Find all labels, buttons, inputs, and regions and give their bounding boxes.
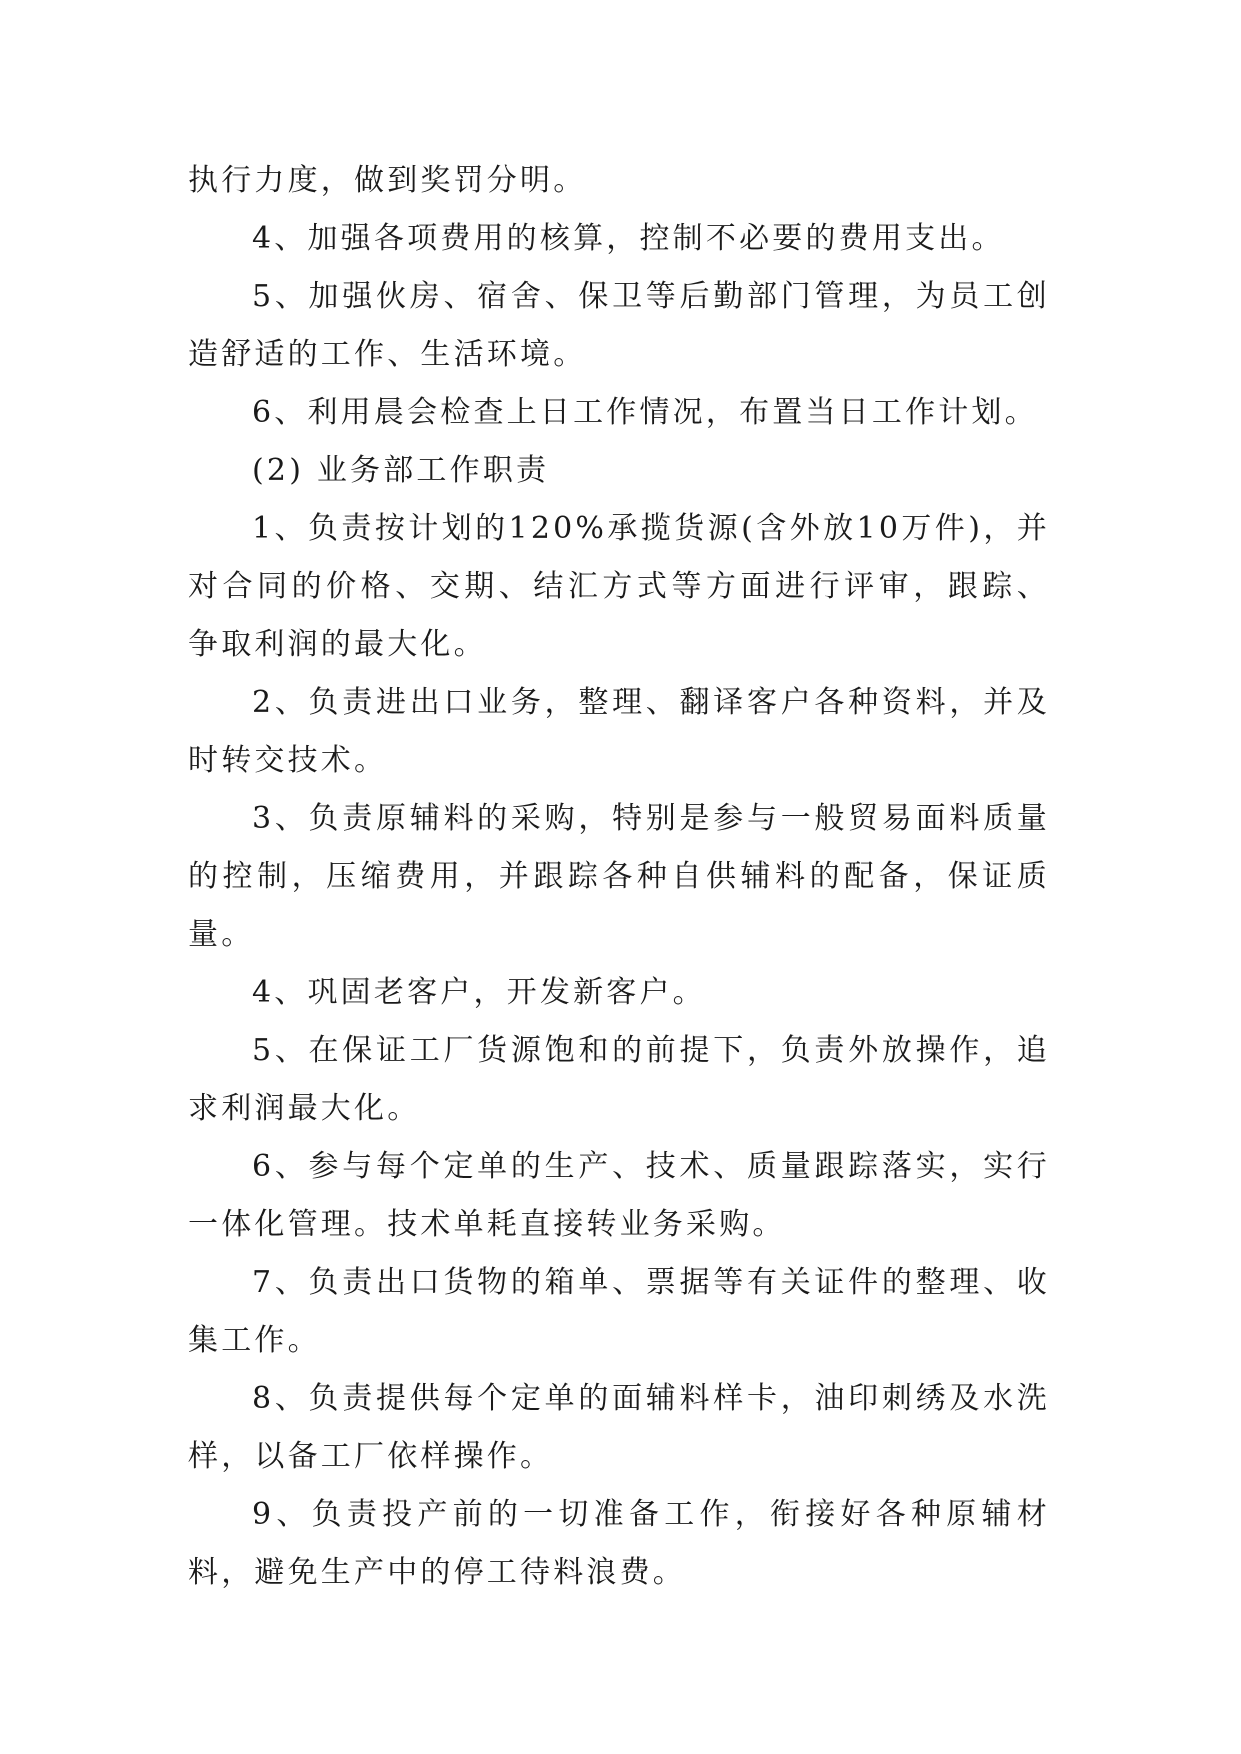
- paragraph: 6、利用晨会检查上日工作情况，布置当日工作计划。: [252, 395, 1038, 430]
- document-body: [188, 152, 1050, 1602]
- paragraph: 2、负责进出口业务，整理、翻译客户各种资料，并及时转交技术。: [188, 685, 1050, 778]
- paragraph: 3、负责原辅料的采购，特别是参与一般贸易面料质量的控制，压缩费用，并跟踪各种自供辅料的配备，保证质量。: [188, 801, 1050, 952]
- paragraph: 9、负责投产前的一切准备工作，衔接好各种原辅材料，避免生产中的停工待料浪费。: [188, 1497, 1050, 1590]
- paragraph: 4、加强各项费用的核算，控制不必要的费用支出。: [252, 221, 1005, 256]
- paragraph: 7、负责出口货物的箱单、票据等有关证件的整理、收集工作。: [188, 1265, 1050, 1358]
- paragraph: 执行力度，做到奖罚分明。: [188, 163, 587, 198]
- section-heading: (2) 业务部工作职责: [252, 453, 550, 488]
- paragraph: 5、在保证工厂货源饱和的前提下，负责外放操作，追求利润最大化。: [188, 1033, 1050, 1126]
- paragraph: 1、负责按计划的120%承揽货源(含外放10万件)，并对合同的价格、交期、结汇方式等方面进行评审，跟踪、争取利润的最大化。: [188, 511, 1050, 662]
- paragraph: 8、负责提供每个定单的面辅料样卡，油印刺绣及水洗样，以备工厂依样操作。: [188, 1381, 1050, 1474]
- paragraph: 4、巩固老客户，开发新客户。: [252, 975, 706, 1010]
- paragraph: 5、加强伙房、宿舍、保卫等后勤部门管理，为员工创造舒适的工作、生活环境。: [188, 279, 1050, 372]
- paragraph: 6、参与每个定单的生产、技术、质量跟踪落实，实行一体化管理。技术单耗直接转业务采购。: [188, 1149, 1050, 1242]
